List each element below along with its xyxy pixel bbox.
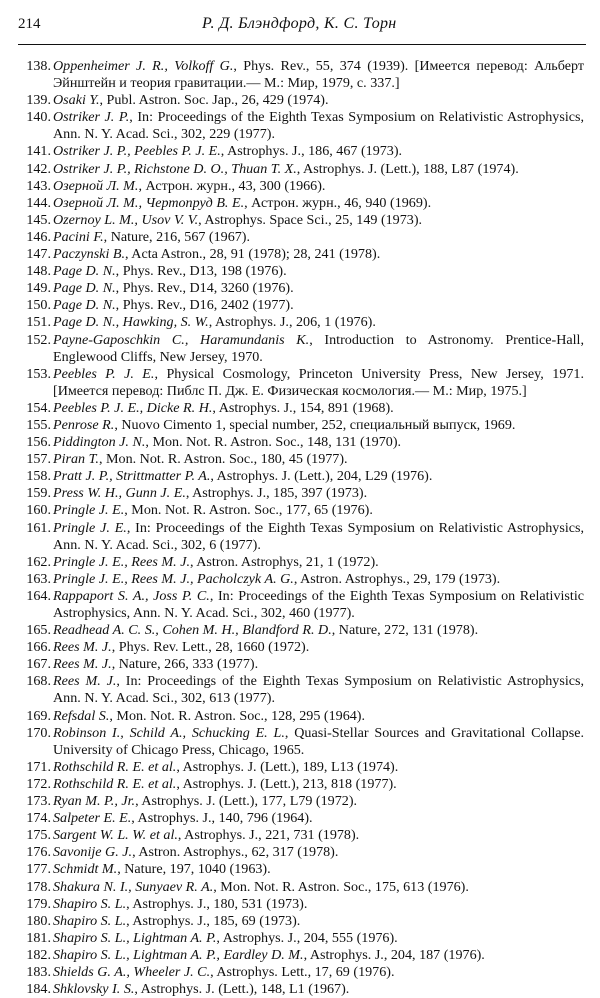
reference-details: , Astrophys. J., 221, 731 (1978). <box>177 827 360 844</box>
reference-item <box>18 725 584 759</box>
reference-authors: Osaki Y. <box>53 92 100 109</box>
reference-item <box>18 366 584 400</box>
reference-number: 159. <box>26 485 51 502</box>
reference-item <box>18 622 584 639</box>
reference-item <box>18 913 584 930</box>
reference-authors: Озерной Л. М. <box>53 177 139 194</box>
reference-details: , Nature, 197, 1040 (1963). <box>117 861 271 878</box>
reference-item <box>18 896 584 913</box>
reference-text <box>53 109 584 143</box>
reference-item <box>18 195 584 212</box>
reference-text <box>53 827 584 844</box>
reference-number: 163. <box>26 570 51 587</box>
reference-text <box>53 810 584 827</box>
reference-text <box>53 229 584 246</box>
reference-item <box>18 92 584 109</box>
reference-item <box>18 161 584 178</box>
reference-authors: Pacini F. <box>53 228 104 245</box>
reference-details: , Nuovo Cimento 1, special number, 252, специальный выпуск, 1969. <box>114 416 516 433</box>
reference-item <box>18 434 584 451</box>
reference-item <box>18 571 584 588</box>
reference-number: 153. <box>26 365 51 382</box>
reference-number: 164. <box>26 587 51 604</box>
reference-text <box>53 913 584 930</box>
reference-authors: Peebles P. J. E. <box>53 365 155 382</box>
reference-details: , Nature, 216, 567 (1967). <box>103 228 251 245</box>
reference-item <box>18 229 584 246</box>
reference-text <box>53 776 584 793</box>
page-number: 214 <box>18 16 41 32</box>
reference-authors: Robinson I., Schild A., Schucking E. L. <box>53 724 285 741</box>
reference-item <box>18 861 584 878</box>
reference-text <box>53 844 584 861</box>
reference-item <box>18 776 584 793</box>
reference-number: 161. <box>26 519 51 536</box>
reference-number: 145. <box>26 211 51 228</box>
reference-number: 150. <box>26 297 51 314</box>
reference-item <box>18 297 584 314</box>
reference-details: , Phys. Rev., D16, 2402 (1977). <box>115 297 294 314</box>
reference-authors: Ryan M. P., Jr. <box>53 793 136 810</box>
reference-item <box>18 417 584 434</box>
reference-authors: Ostriker J. P. <box>53 109 130 126</box>
reference-details: , Астрон. журн., 46, 940 (1969). <box>244 194 432 211</box>
reference-details: , Phys. Rev., 55, 374 (1939). [Имеется перевод: Альберт Эйнштейн и теория гравитации.— М.: Мир, 1979, с. 337.] <box>53 58 584 92</box>
reference-authors: Schmidt M. <box>53 861 118 878</box>
reference-text <box>53 297 584 314</box>
reference-item <box>18 759 584 776</box>
reference-authors: Shklovsky I. S. <box>53 981 135 998</box>
reference-details: , Astrophys. J. (Lett.), 213, 818 (1977). <box>176 775 397 792</box>
reference-item <box>18 844 584 861</box>
reference-text <box>53 930 584 947</box>
reference-item <box>18 708 584 725</box>
reference-authors: Page D. N., Hawking, S. W. <box>53 314 209 331</box>
reference-details: , Phys. Rev. Lett., 28, 1660 (1972). <box>111 639 310 656</box>
reference-number: 176. <box>26 844 51 861</box>
reference-text <box>53 246 584 263</box>
reference-item <box>18 178 584 195</box>
reference-authors: Piran T. <box>53 451 99 468</box>
reference-text <box>53 571 584 588</box>
reference-authors: Pringle J. E. <box>53 519 127 536</box>
reference-item <box>18 639 584 656</box>
reference-details: , Astrophys. Space Sci., 25, 149 (1973). <box>198 211 423 228</box>
reference-details: , In: Proceedings of the Eighth Texas Symposium on Relativistic Astrophysics, Ann. N. Y. Acad. Sci., 302, 229 (1977). <box>53 109 585 143</box>
reference-number: 144. <box>26 194 51 211</box>
reference-item <box>18 485 584 502</box>
reference-item <box>18 502 584 519</box>
reference-number: 147. <box>26 246 51 263</box>
reference-details: , Astrophys. J., 180, 531 (1973). <box>126 895 308 912</box>
reference-authors: Payne-Gaposchkin C., Haramundanis K. <box>53 331 310 348</box>
reference-text <box>53 793 584 810</box>
reference-item <box>18 246 584 263</box>
reference-item <box>18 212 584 229</box>
reference-details: , In: Proceedings of the Eighth Texas Symposium on Relativistic Astrophysics, Ann. N. Y. Acad. Sci., 302, 460 (1977). <box>53 587 585 621</box>
reference-details: , Mon. Not. R. Astron. Soc., 175, 613 (1976). <box>213 878 469 895</box>
reference-authors: Shields G. A., Wheeler J. C. <box>53 963 211 980</box>
reference-details: , Astrophys. J. (Lett.), 189, L13 (1974). <box>176 758 399 775</box>
reference-item <box>18 810 584 827</box>
reference-number: 139. <box>26 92 51 109</box>
reference-text <box>53 759 584 776</box>
reference-authors: Shapiro S. L. <box>53 895 127 912</box>
reference-text <box>53 520 584 554</box>
reference-authors: Ostriker J. P., Peebles P. J. E. <box>53 143 221 160</box>
reference-text <box>53 861 584 878</box>
reference-number: 151. <box>26 314 51 331</box>
reference-text <box>53 879 584 896</box>
reference-text <box>53 58 584 92</box>
reference-number: 158. <box>26 468 51 485</box>
reference-authors: Pringle J. E., Rees M. J. <box>53 553 190 570</box>
reference-item <box>18 263 584 280</box>
reference-number: 182. <box>26 946 51 963</box>
reference-text <box>53 195 584 212</box>
reference-number: 146. <box>26 228 51 245</box>
reference-number: 184. <box>26 981 51 998</box>
reference-details: , Astrophys. J. (Lett.), 204, L29 (1976). <box>210 468 433 485</box>
reference-authors: Page D. N. <box>53 263 116 280</box>
reference-item <box>18 109 584 143</box>
reference-text <box>53 588 584 622</box>
reference-text <box>53 143 584 160</box>
reference-number: 156. <box>26 434 51 451</box>
reference-item <box>18 793 584 810</box>
reference-text <box>53 673 584 707</box>
reference-authors: Savonije G. J. <box>53 844 133 861</box>
reference-authors: Pratt J. P., Strittmatter P. A. <box>53 468 211 485</box>
reference-details: , Publ. Astron. Soc. Jap., 26, 429 (1974). <box>99 92 329 109</box>
reference-number: 149. <box>26 280 51 297</box>
reference-number: 143. <box>26 177 51 194</box>
reference-details: , Astrophys. J., 206, 1 (1976). <box>208 314 376 331</box>
reference-details: , Phys. Rev., D14, 3260 (1976). <box>115 280 294 297</box>
reference-details: , Astron. Astrophys, 21, 1 (1972). <box>189 553 379 570</box>
reference-authors: Piddington J. N. <box>53 434 146 451</box>
header-rule <box>18 44 586 45</box>
reference-authors: Shapiro S. L., Lightman A. P. <box>53 929 217 946</box>
reference-authors: Pringle J. E., Rees M. J., Pacholczyk A. G. <box>53 570 294 587</box>
reference-number: 166. <box>26 639 51 656</box>
reference-text <box>53 947 584 964</box>
running-title: Р. Д. Блэндфорд, К. С. Торн <box>202 15 397 32</box>
reference-authors: Озерной Л. М., Чертопруд В. Е. <box>53 194 245 211</box>
reference-authors: Ostriker J. P., Richstone D. O., Thuan T. X. <box>53 160 297 177</box>
reference-details: , In: Proceedings of the Eighth Texas Symposium on Relativistic Astrophysics, Ann. N. Y. Acad. Sci., 302, 6 (1977). <box>53 519 585 553</box>
reference-authors: Refsdal S. <box>53 707 110 724</box>
reference-number: 142. <box>26 160 51 177</box>
reference-authors: Rees M. J. <box>53 673 117 690</box>
reference-text <box>53 622 584 639</box>
reference-item <box>18 554 584 571</box>
reference-number: 140. <box>26 109 51 126</box>
reference-text <box>53 280 584 297</box>
reference-details: , Mon. Not. R. Astron. Soc., 128, 295 (1964). <box>109 707 366 724</box>
reference-details: , Astrophys. J. (Lett.), 188, L87 (1974). <box>296 160 519 177</box>
reference-authors: Rothschild R. E. et al. <box>53 775 177 792</box>
reference-item <box>18 58 584 92</box>
reference-authors: Shapiro S. L., Lightman A. P., Eardley D. M. <box>53 946 304 963</box>
reference-authors: Rees M. J. <box>53 639 112 656</box>
reference-item <box>18 280 584 297</box>
reference-number: 165. <box>26 622 51 639</box>
reference-text <box>53 708 584 725</box>
reference-details: , Introduction to Astronomy. Prentice-Hall, Englewood Cliffs, New Jersey, 1970. <box>53 331 584 365</box>
reference-text <box>53 981 584 998</box>
reference-text <box>53 896 584 913</box>
reference-number: 178. <box>26 878 51 895</box>
reference-number: 174. <box>26 810 51 827</box>
reference-number: 181. <box>26 929 51 946</box>
reference-item <box>18 588 584 622</box>
reference-item <box>18 879 584 896</box>
reference-details: , Astrophys. J., 154, 891 (1968). <box>212 399 394 416</box>
reference-item <box>18 947 584 964</box>
reference-text <box>53 434 584 451</box>
reference-number: 179. <box>26 895 51 912</box>
reference-details: , Astrophys. J., 140, 796 (1964). <box>131 810 313 827</box>
reference-text <box>53 161 584 178</box>
reference-authors: Oppenheimer J. R., Volkoff G. <box>53 58 234 74</box>
reference-authors: Readhead A. C. S., Cohen M. H., Blandford R. D. <box>53 622 332 639</box>
reference-item <box>18 520 584 554</box>
reference-details: , Astrophys. Lett., 17, 69 (1976). <box>210 963 395 980</box>
reference-text <box>53 554 584 571</box>
reference-number: 167. <box>26 656 51 673</box>
reference-text <box>53 639 584 656</box>
reference-number: 173. <box>26 793 51 810</box>
reference-details: , Astron. Astrophys., 62, 317 (1978). <box>132 844 339 861</box>
reference-number: 162. <box>26 553 51 570</box>
reference-list <box>18 58 584 998</box>
reference-details: , Astrophys. J., 204, 555 (1976). <box>216 929 398 946</box>
reference-number: 172. <box>26 775 51 792</box>
reference-details: , Mon. Not. R. Astron. Soc., 180, 45 (1977). <box>98 451 348 468</box>
reference-authors: Penrose R. <box>53 416 115 433</box>
reference-number: 180. <box>26 912 51 929</box>
reference-details: , Astron. Astrophys., 29, 179 (1973). <box>293 570 501 587</box>
reference-number: 169. <box>26 707 51 724</box>
reference-number: 148. <box>26 263 51 280</box>
reference-details: , Astrophys. J., 185, 69 (1973). <box>126 912 301 929</box>
reference-authors: Rothschild R. E. et al. <box>53 758 177 775</box>
reference-details: , Nature, 272, 131 (1978). <box>331 622 479 639</box>
reference-text <box>53 502 584 519</box>
reference-text <box>53 964 584 981</box>
reference-authors: Page D. N. <box>53 297 116 314</box>
reference-authors: Sargent W. L. W. et al. <box>53 827 178 844</box>
reference-item <box>18 314 584 331</box>
reference-number: 154. <box>26 399 51 416</box>
reference-authors: Shapiro S. L. <box>53 912 127 929</box>
reference-item <box>18 673 584 707</box>
reference-details: , In: Proceedings of the Eighth Texas Symposium on Relativistic Astrophysics, Ann. N. Y. Acad. Sci., 302, 613 (1977). <box>53 673 584 707</box>
reference-number: 171. <box>26 758 51 775</box>
reference-text <box>53 212 584 229</box>
reference-number: 138. <box>26 58 51 74</box>
reference-text <box>53 656 584 673</box>
reference-number: 175. <box>26 827 51 844</box>
reference-details: , Mon. Not. R. Astron. Soc., 177, 65 (1976). <box>124 502 373 519</box>
reference-details: , Астрон. журн., 43, 300 (1966). <box>138 177 326 194</box>
reference-text <box>53 332 584 366</box>
reference-text <box>53 725 584 759</box>
reference-authors: Rees M. J. <box>53 656 112 673</box>
page-header <box>18 14 586 38</box>
reference-item <box>18 981 584 998</box>
reference-number: 168. <box>26 673 51 690</box>
reference-authors: Page D. N. <box>53 280 116 297</box>
reference-details: , Mon. Not. R. Astron. Soc., 148, 131 (1970). <box>145 434 402 451</box>
reference-details: , Phys. Rev., D13, 198 (1976). <box>115 263 287 280</box>
reference-authors: Press W. H., Gunn J. E. <box>53 485 186 502</box>
reference-number: 157. <box>26 451 51 468</box>
reference-details: , Astrophys. J. (Lett.), 148, L1 (1967). <box>134 981 350 998</box>
reference-item <box>18 143 584 160</box>
reference-authors: Shakura N. I., Sunyaev R. A. <box>53 878 214 895</box>
reference-authors: Ozernoy L. M., Usov V. V. <box>53 211 199 228</box>
reference-authors: Rappaport S. A., Joss P. C. <box>53 587 210 604</box>
reference-details: , Physical Cosmology, Princeton University Press, New Jersey, 1971. [Имеется перевод: Пиблс П. Дж. Е. Физическая космология.— М.: Мир, 1975.] <box>53 365 584 399</box>
reference-number: 152. <box>26 331 51 348</box>
reference-item <box>18 400 584 417</box>
reference-text <box>53 468 584 485</box>
reference-text <box>53 451 584 468</box>
reference-item <box>18 930 584 947</box>
reference-item <box>18 964 584 981</box>
reference-number: 155. <box>26 416 51 433</box>
reference-text <box>53 400 584 417</box>
reference-details: , Astrophys. J., 204, 187 (1976). <box>303 946 485 963</box>
reference-text <box>53 178 584 195</box>
reference-details: , Nature, 266, 333 (1977). <box>111 656 259 673</box>
reference-text <box>53 314 584 331</box>
reference-item <box>18 332 584 366</box>
reference-number: 141. <box>26 143 51 160</box>
reference-text <box>53 92 584 109</box>
reference-item <box>18 451 584 468</box>
reference-text <box>53 263 584 280</box>
reference-item <box>18 468 584 485</box>
reference-item <box>18 656 584 673</box>
reference-item <box>18 827 584 844</box>
reference-details: , Astrophys. J., 185, 397 (1973). <box>185 485 368 502</box>
reference-text <box>53 417 584 434</box>
reference-authors: Paczynski B. <box>53 246 126 263</box>
reference-details: , Acta Astron., 28, 91 (1978); 28, 241 (1978). <box>125 246 381 263</box>
reference-details: , Astrophys. J. (Lett.), 177, L79 (1972). <box>135 793 358 810</box>
reference-authors: Pringle J. E. <box>53 502 125 519</box>
reference-authors: Peebles P. J. E., Dicke R. H. <box>53 399 213 416</box>
reference-text <box>53 485 584 502</box>
reference-authors: Salpeter E. E. <box>53 810 132 827</box>
reference-number: 177. <box>26 861 51 878</box>
reference-text <box>53 366 584 400</box>
reference-details: , Astrophys. J., 186, 467 (1973). <box>220 143 403 160</box>
reference-number: 183. <box>26 963 51 980</box>
reference-details: , Quasi-Stellar Sources and Gravitational Collapse. University of Chicago Press, Chicago, 1965. <box>53 724 584 758</box>
reference-number: 170. <box>26 724 51 741</box>
reference-number: 160. <box>26 502 51 519</box>
